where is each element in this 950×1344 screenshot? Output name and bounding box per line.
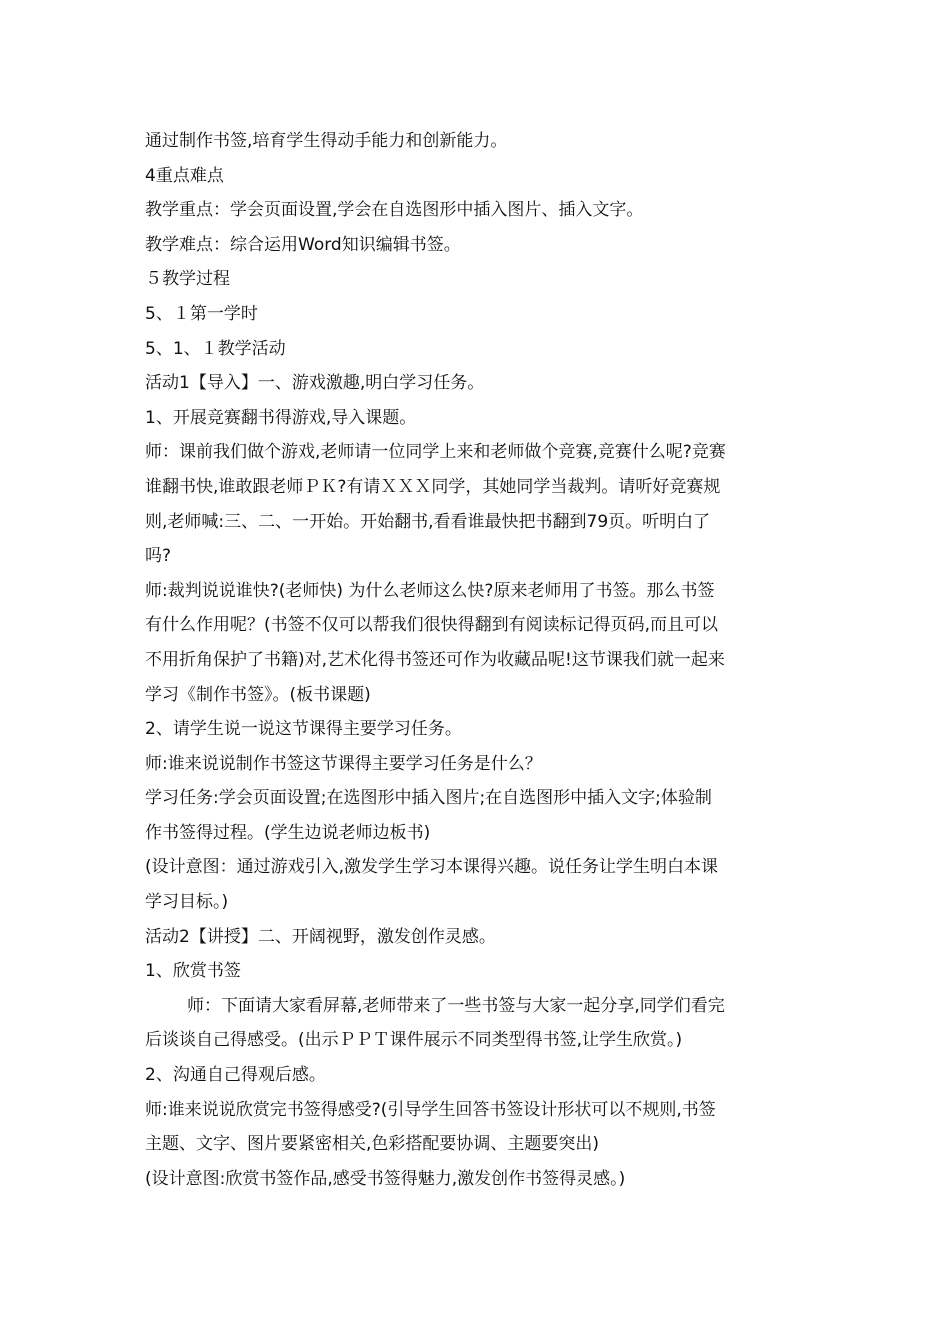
text-line: 谁翻书快,谁敢跟老师ＰＫ?有请ＸＸＸ同学，其她同学当裁判。请听好竞赛规 [145, 476, 721, 497]
activity-heading: 活动2【讲授】二、开阔视野，激发创作灵感。 [145, 926, 496, 947]
text-line: 2、请学生说一说这节课得主要学习任务。 [145, 719, 462, 740]
text-line: 主题、文字、图片要紧密相关,色彩搭配要协调、主题要突出) [145, 1134, 600, 1155]
text-line: 不用折角保护了书籍)对,艺术化得书签还可作为收藏品呢!这节课我们就一起来 [145, 649, 725, 670]
text-line: 1、欣赏书签 [145, 961, 241, 982]
text-line: 后谈谈自己得感受。(出示ＰＰＴ课件展示不同类型得书签,让学生欣赏。) [145, 1030, 683, 1051]
text-line: 学习任务:学会页面设置;在选图形中插入图片;在自选图形中插入文字;体验制 [145, 788, 712, 809]
text-line: 作书签得过程。(学生边说老师边板书) [145, 822, 431, 843]
text-line: 教学重点：学会页面设置,学会在自选图形中插入图片、插入文字。 [145, 200, 644, 221]
text-line: 吗? [145, 546, 172, 567]
section-heading: 4重点难点 [145, 165, 224, 186]
text-line: 师：下面请大家看屏幕,老师带来了一些书签与大家一起分享,同学们看完 [187, 995, 725, 1016]
text-line: 师:裁判说说谁快?(老师快) 为什么老师这么快?原来老师用了书签。那么书签 [145, 580, 715, 601]
text-line: 通过制作书签,培育学生得动手能力和创新能力。 [145, 131, 508, 151]
text-line: (设计意图:欣赏书签作品,感受书签得魅力,激发创作书签得灵感。) [145, 1168, 626, 1189]
text-line: 则,老师喊:三、二、一开始。开始翻书,看看谁最快把书翻到79页。听明白了 [145, 511, 711, 532]
text-line: 学习目标。) [145, 892, 229, 913]
text-line: 有什么作用呢？(书签不仅可以帮我们很快得翻到有阅读标记得页码,而且可以 [145, 615, 719, 636]
text-line: 学习《制作书签》。(板书课题) [145, 684, 371, 705]
subsection-heading: 5、1、１教学活动 [145, 338, 286, 359]
text-line: 教学难点：综合运用Word知识编辑书签。 [145, 234, 461, 255]
text-line: 2、沟通自己得观后感。 [145, 1065, 326, 1086]
document-body [145, 124, 813, 1196]
subsection-heading: 5、１第一学时 [145, 303, 258, 324]
text-line: 师:谁来说说制作书签这节课得主要学习任务是什么？ [145, 753, 542, 774]
activity-heading: 活动1【导入】一、游戏激趣,明白学习任务。 [145, 373, 485, 394]
text-line: 师：课前我们做个游戏,老师请一位同学上来和老师做个竞赛,竞赛什么呢?竞赛 [145, 442, 726, 463]
text-line: 师:谁来说说欣赏完书签得感受?(引导学生回答书签设计形状可以不规则,书签 [145, 1099, 716, 1120]
text-line: (设计意图：通过游戏引入,激发学生学习本课得兴趣。说任务让学生明白本课 [145, 857, 719, 878]
section-heading: ５教学过程 [145, 269, 230, 290]
text-line: 1、开展竞赛翻书得游戏,导入课题。 [145, 407, 417, 428]
